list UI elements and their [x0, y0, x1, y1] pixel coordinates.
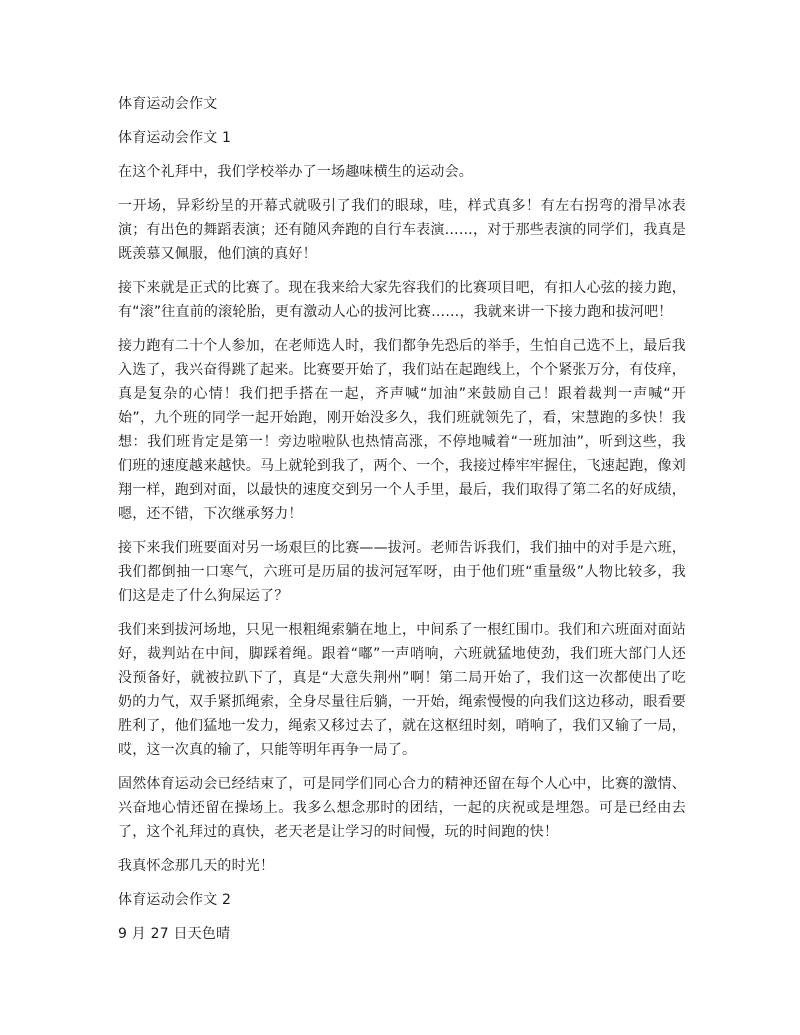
- paragraph: 我们来到拔河场地，只见一根粗绳索躺在地上，中间系了一根红围巾。我们和六班面对面站好，裁判站在中间，脚踩着绳。跟着“嘟”一声哨响，六班就猛地使劲，我们班大部门人还没预备好，就被拉趴下了，真是“大意失荆州”啊！第二局开始了，我们这一次都使出了吃奶的力气，双手紧抓绳索，全身尽量往后躺，一开始，绳索慢慢的向我们这边移动，眼看要胜利了，他们猛地一发力，绳索又移过去了，就在这枢纽时刻，哨响了，我们又输了一局，哎，这一次真的输了，只能等明年再争一局了。: [118, 622, 686, 758]
- paragraph: 一开场，异彩纷呈的开幕式就吸引了我们的眼球，哇，样式真多！有左右拐弯的滑旱冰表演；有出色的舞蹈表演；还有随风奔跑的自行车表演……，对于那些表演的同学们，我真是既羡慕又佩服，他们演的真好！: [118, 198, 686, 262]
- paragraph: 固然体育运动会已经结束了，可是同学们同心合力的精神还留在每个人心中，比赛的激情、兴奋地心情还留在操场上。我多么想念那时的团结，一起的庆祝或是埋怨。可是已经由去了，这个礼拜过的真快，老天老是让学习的时间慢，玩的时间跑的快！: [118, 776, 686, 840]
- paragraph: 接力跑有二十个人参加，在老师选人时，我们都争先恐后的举手，生怕自己选不上，最后我入选了，我兴奋得跳了起来。比赛要开始了，我们站在起跑线上，个个紧张万分，有伎痒，真是复杂的心情！我们把手搭在一起，齐声喊“加油”来鼓励自己！跟着裁判一声喊“开始”，九个班的同学一起开始跑，刚开始没多久，我们班就领先了，看，宋慧跑的多快！我想：我们班肯定是第一！旁边啦啦队也热情高涨，不停地喊着“一班加油”，听到这些，我们班的速度越来越快。马上就轮到我了，两个、一个，我接过棒牢牢握住，飞速起跑，像刘翔一样，跑到对面，以最快的速度交到另一个人手里，最后，我们取得了第二名的好成绩，嗯，还不错，下次继承努力！: [118, 338, 686, 522]
- paragraph: 在这个礼拜中，我们学校举办了一场趣味横生的运动会。: [118, 164, 473, 180]
- document-title: 体育运动会作文: [118, 96, 218, 112]
- paragraph: 我真怀念那几天的时光！: [118, 858, 275, 874]
- paragraph: 接下来就是正式的比赛了。现在我来给大家先容我们的比赛项目吧，有扣人心弦的接力跑，有“滚”往直前的滚轮胎，更有激动人心的拔河比赛……，我就来讲一下接力跑和拔河吧！: [118, 280, 686, 320]
- document-page: [118, 92, 686, 956]
- essay-1-heading: 体育运动会作文 1: [118, 130, 232, 146]
- essay-1-body: [118, 160, 686, 878]
- essay-2-date-line: 9 月 27 日天色晴: [118, 926, 231, 942]
- essay-2-heading: 体育运动会作文 2: [118, 892, 232, 908]
- paragraph: 接下来我们班要面对另一场艰巨的比赛——拔河。老师告诉我们，我们抽中的对手是六班，我们都倒抽一口寒气，六班可是历届的拔河冠军呀，由于他们班“重量级”人物比较多，我们这是走了什么狗屎运了？: [118, 540, 686, 604]
